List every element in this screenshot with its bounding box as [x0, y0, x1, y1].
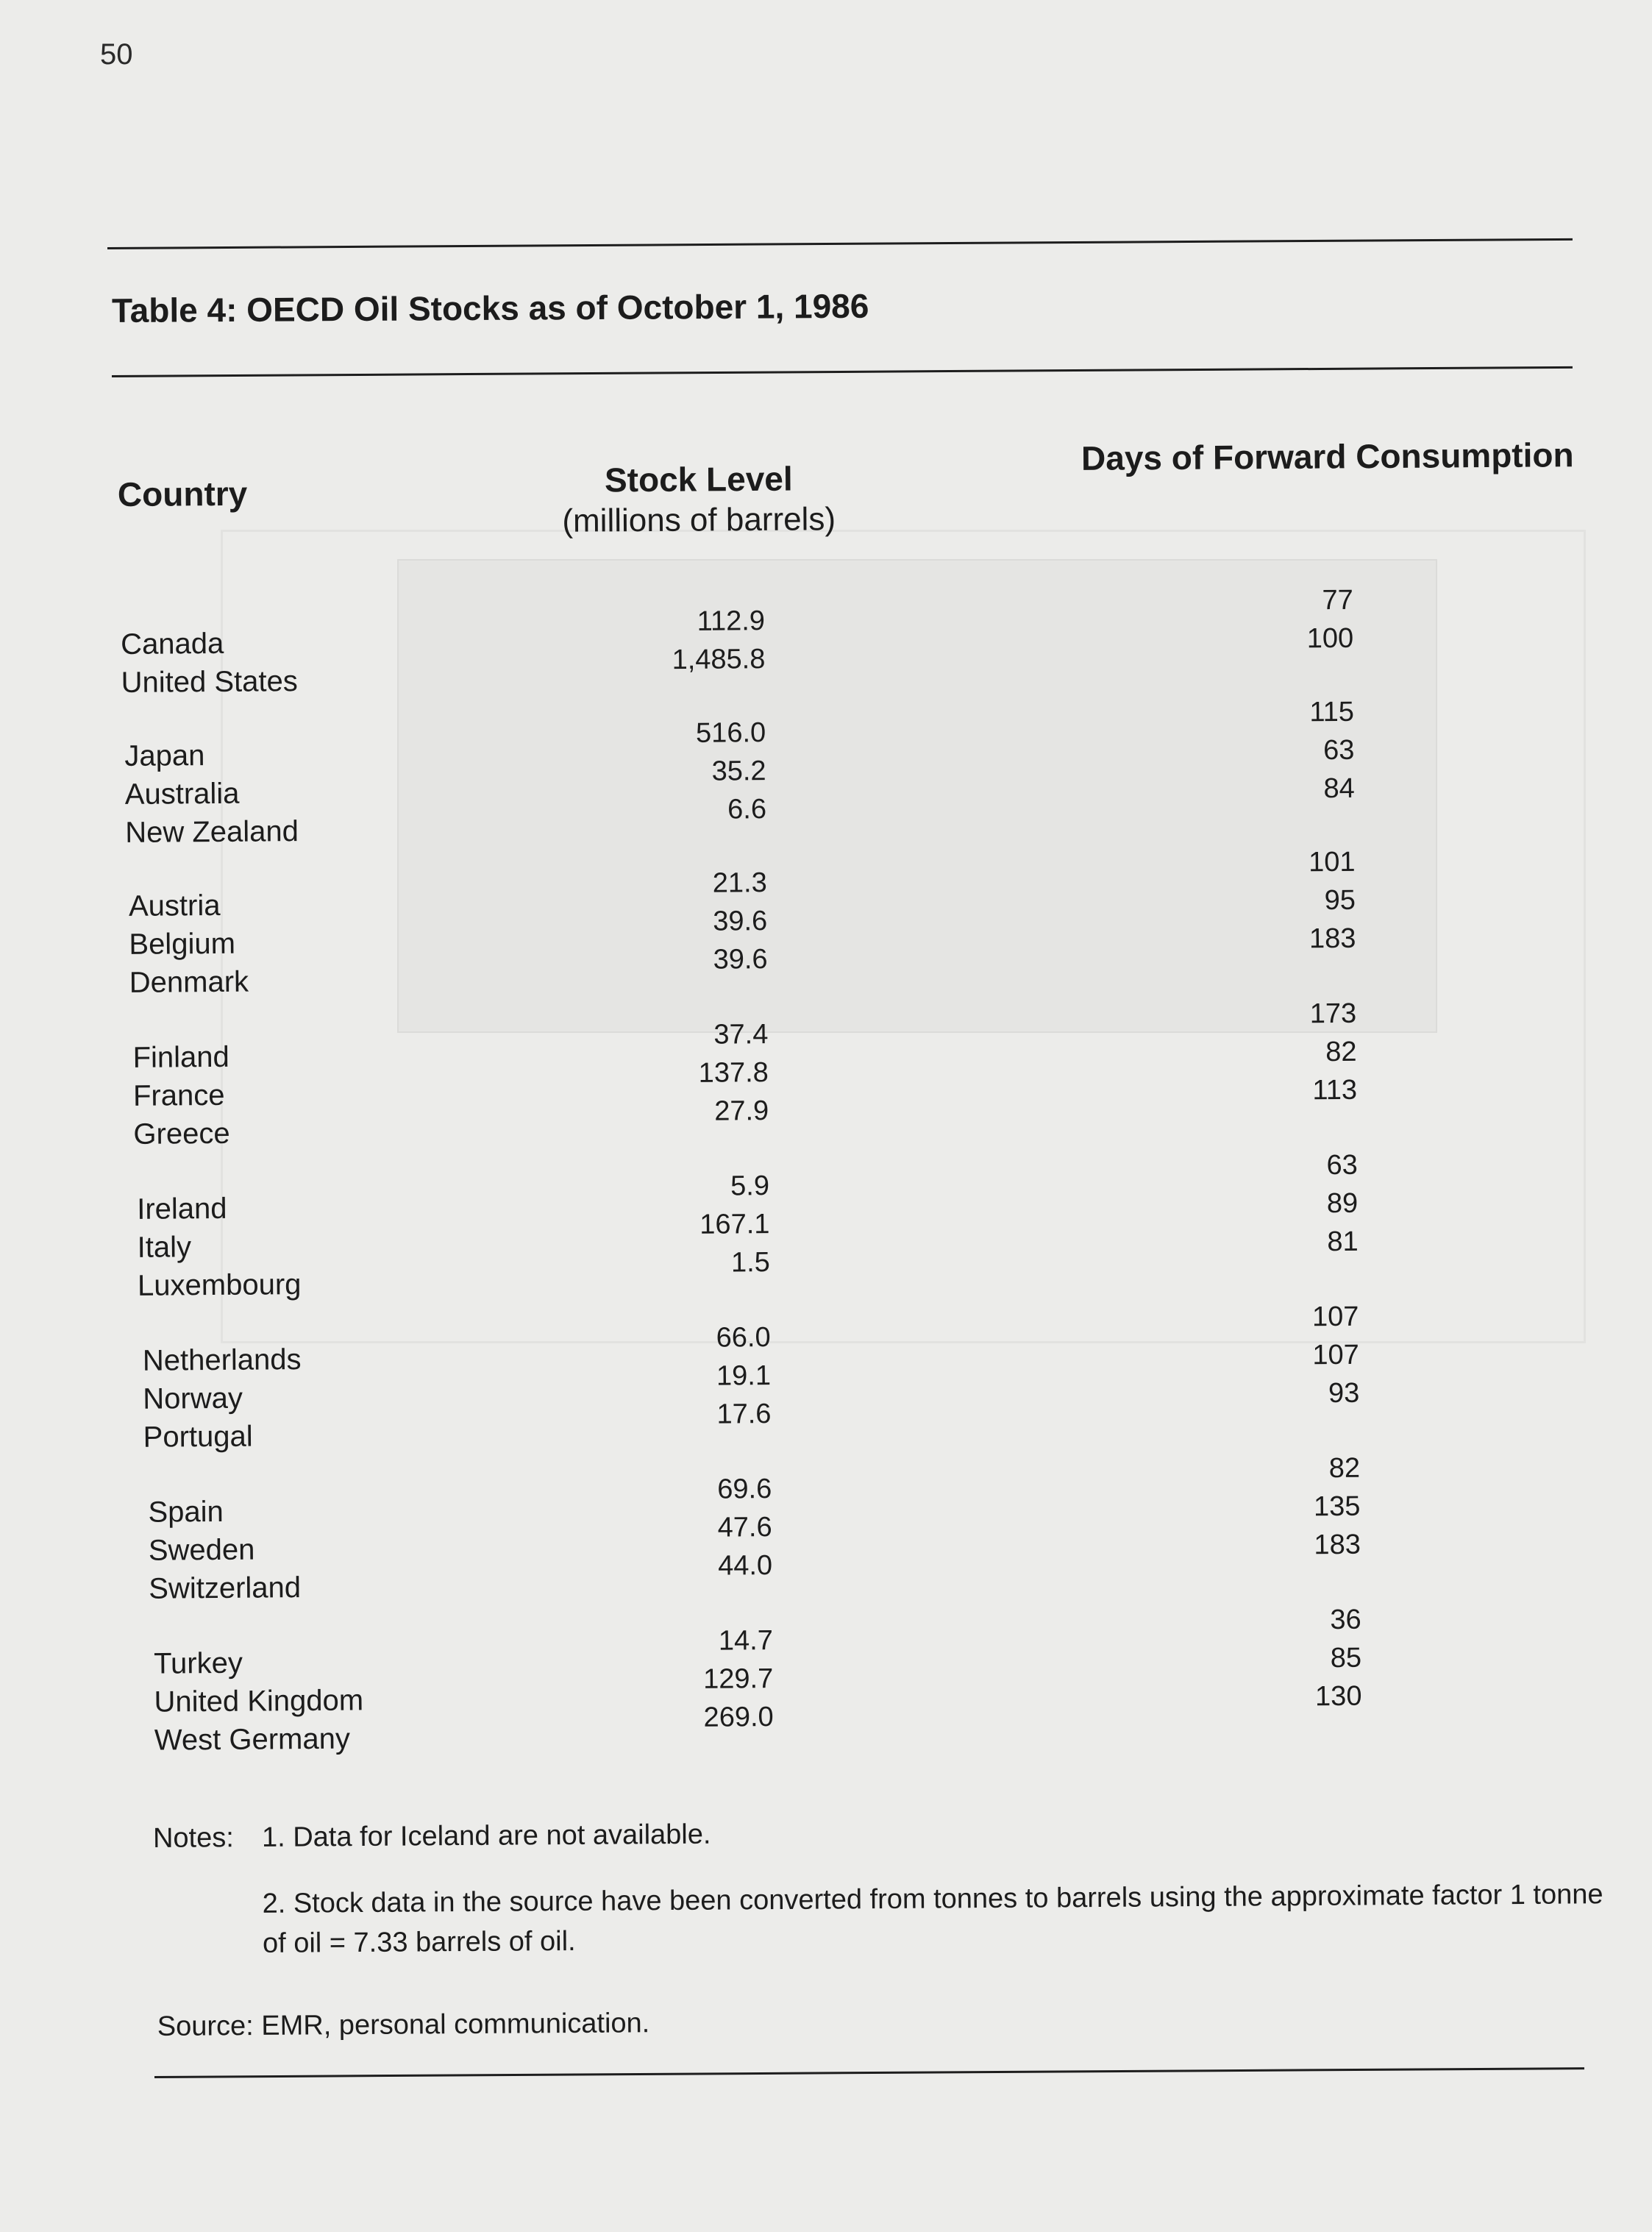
cell-country: United States: [121, 665, 298, 699]
table-title: Table 4: OECD Oil Stocks as of October 1, 1986: [111, 286, 869, 330]
header-days-forward-consumption: Days of Forward Consumption: [1080, 436, 1574, 477]
cell-country: France: [132, 1078, 225, 1112]
cell-country: Turkey: [153, 1646, 243, 1680]
cell-days-forward-consumption: 107: [1312, 1339, 1360, 1371]
cell-days-forward-consumption: 81: [1327, 1226, 1359, 1258]
cell-stock-level: 112.9: [697, 605, 766, 637]
cell-country: Spain: [148, 1495, 224, 1529]
cell-country: Denmark: [129, 965, 249, 999]
cell-stock-level: 35.2: [711, 756, 766, 787]
cell-country: Japan: [124, 739, 205, 772]
cell-days-forward-consumption: 63: [1326, 1149, 1358, 1181]
cell-country: Australia: [124, 777, 240, 811]
cell-country: New Zealand: [125, 815, 299, 849]
cell-stock-level: 69.6: [717, 1474, 772, 1505]
cell-country: Portugal: [143, 1420, 253, 1454]
cell-stock-level: 39.6: [713, 944, 768, 975]
cell-days-forward-consumption: 183: [1314, 1529, 1361, 1561]
cell-stock-level: 1.5: [730, 1247, 770, 1279]
cell-days-forward-consumption: 84: [1323, 772, 1355, 805]
header-country: Country: [117, 474, 248, 513]
cell-country: Canada: [121, 627, 224, 661]
page-number: 50: [100, 38, 133, 71]
cell-stock-level: 14.7: [718, 1625, 774, 1657]
cell-country: Greece: [133, 1117, 230, 1151]
cell-days-forward-consumption: 82: [1328, 1452, 1361, 1485]
cell-days-forward-consumption: 115: [1309, 696, 1355, 728]
cell-days-forward-consumption: 130: [1314, 1680, 1362, 1713]
cell-stock-level: 269.0: [703, 1702, 774, 1733]
cell-country: Ireland: [137, 1192, 227, 1226]
source-line: Source: EMR, personal communication.: [157, 2008, 650, 2042]
cell-country: Netherlands: [142, 1343, 302, 1377]
cell-country: Finland: [132, 1040, 229, 1074]
cell-country: Austria: [128, 889, 221, 923]
cell-country: Belgium: [129, 927, 236, 961]
cell-stock-level: 6.6: [727, 794, 767, 825]
header-stock-level-units: (millions of barrels): [562, 501, 836, 539]
cell-country: West Germany: [154, 1722, 351, 1757]
cell-days-forward-consumption: 135: [1313, 1490, 1361, 1523]
cell-stock-level: 39.6: [713, 906, 768, 937]
cell-days-forward-consumption: 101: [1309, 846, 1356, 878]
cell-stock-level: 516.0: [695, 717, 766, 749]
cell-country: United Kingdom: [154, 1684, 364, 1719]
cell-days-forward-consumption: 107: [1311, 1301, 1359, 1333]
cell-days-forward-consumption: 173: [1309, 998, 1357, 1030]
note-2: 2. Stock data in the source have been converted from tonnes to barrels using the approximate factor 1 tonne of oil = 7.33 barrels of oil.: [262, 1879, 1603, 1959]
cell-stock-level: 37.4: [713, 1019, 769, 1051]
cell-days-forward-consumption: 89: [1326, 1187, 1359, 1220]
cell-stock-level: 66.0: [716, 1322, 771, 1354]
cell-days-forward-consumption: 183: [1309, 923, 1356, 955]
cell-country: Italy: [137, 1231, 192, 1264]
cell-stock-level: 129.7: [703, 1663, 774, 1695]
cell-country: Switzerland: [149, 1571, 302, 1605]
cell-days-forward-consumption: 77: [1322, 584, 1353, 616]
cell-stock-level: 5.9: [730, 1170, 770, 1202]
cell-stock-level: 1,485.8: [672, 644, 766, 676]
cell-days-forward-consumption: 95: [1324, 884, 1356, 917]
cell-stock-level: 27.9: [714, 1095, 769, 1127]
cell-stock-level: 47.6: [717, 1512, 772, 1543]
cell-days-forward-consumption: 36: [1330, 1604, 1361, 1636]
cell-days-forward-consumption: 63: [1322, 734, 1355, 767]
cell-days-forward-consumption: 113: [1312, 1074, 1358, 1106]
cell-days-forward-consumption: 82: [1325, 1036, 1357, 1068]
header-stock-level: Stock Level: [604, 459, 793, 500]
cell-stock-level: 17.6: [716, 1398, 772, 1430]
cell-stock-level: 167.1: [699, 1209, 770, 1240]
cell-stock-level: 44.0: [717, 1550, 773, 1582]
cell-stock-level: 21.3: [712, 867, 767, 899]
cell-days-forward-consumption: 85: [1330, 1642, 1362, 1674]
notes-label: Notes:: [152, 1822, 234, 1854]
cell-country: Sweden: [148, 1533, 255, 1567]
cell-stock-level: 137.8: [698, 1057, 769, 1089]
cell-country: Norway: [143, 1382, 243, 1415]
note-1: 1. Data for Iceland are not available.: [261, 1819, 711, 1853]
cell-days-forward-consumption: 93: [1328, 1377, 1360, 1410]
cell-country: Luxembourg: [137, 1268, 302, 1302]
cell-days-forward-consumption: 100: [1306, 622, 1354, 655]
cell-stock-level: 19.1: [716, 1360, 772, 1392]
